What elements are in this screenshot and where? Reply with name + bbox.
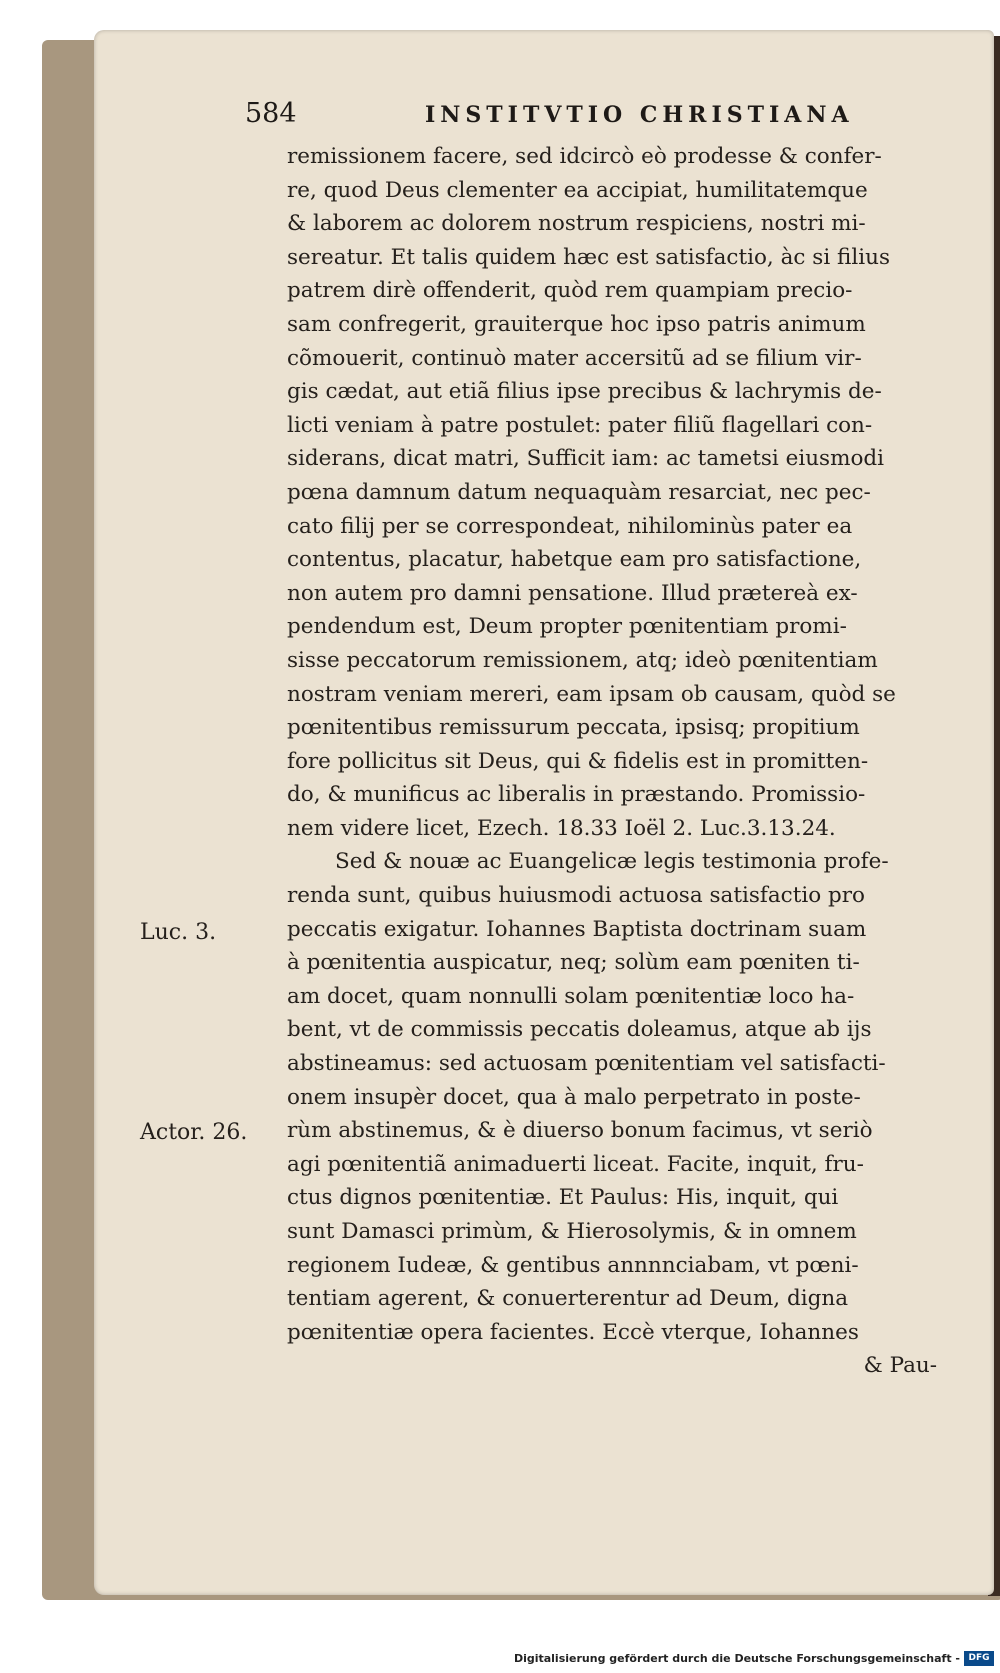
page-number: 584 (245, 98, 297, 129)
text-line: & laborem ac dolorem nostrum respiciens, nostri mi- (287, 211, 866, 237)
text-line: pœnitentibus remissurum peccata, ipsisq; propitium (287, 715, 860, 741)
text-line: peccatis exigatur. Iohannes Baptista doctrinam suam (287, 916, 867, 942)
dfg-logo: DFG (964, 1651, 994, 1666)
text-line: à pœnitentia auspicatur, neq; solùm eam pœniten ti- (287, 950, 860, 976)
text-line: rùm abstinemus, & è diuerso bonum facimus, vt seriò (287, 1118, 873, 1144)
text-line: sereatur. Et talis quidem hæc est satisfactio, àc si filius (287, 244, 891, 270)
text-line: sisse peccatorum remissionem, atq; ideò pœnitentiam (287, 647, 878, 673)
text-line: contentus, placatur, habetque eam pro satisfactione, (287, 547, 862, 573)
text-line: pœna damnum datum nequaquàm resarciat, nec pec- (287, 479, 871, 505)
text-line: do, & munificus ac liberalis in præstando. Promissio- (287, 782, 866, 808)
text-line: cõmouerit, continuò mater accersitũ ad se filium vir- (287, 345, 862, 371)
text-line: bent, vt de commissis peccatis doleamus, atque ab ijs (287, 1017, 872, 1043)
margin-note-actor: Actor. 26. (140, 1120, 248, 1145)
text-line: sunt Damasci primùm, & Hierosolymis, & in omnem (287, 1219, 857, 1244)
footer-bar (0, 1648, 1000, 1673)
footer-credit: Digitalisierung gefördert durch die Deutsche Forschungsgemeinschaft - (513, 1652, 960, 1665)
margin-note-luc: Luc. 3. (140, 920, 217, 945)
text-line: ctus dignos pœnitentiæ. Et Paulus: His, inquit, qui (287, 1185, 839, 1211)
text-line: non autem pro damni pensatione. Illud prætereà ex- (287, 580, 858, 606)
text-line: pendendum est, Deum propter pœnitentiam promi- (287, 614, 847, 640)
catchword: & Pau- (863, 1353, 937, 1379)
running-title: INSTITVTIO CHRISTIANA (425, 102, 854, 128)
text-line: regionem Iudeæ, & gentibus annnnciabam, vt pœni- (287, 1252, 859, 1278)
text-line: fore pollicitus sit Deus, qui & fidelis est in promitten- (287, 748, 869, 774)
text-line: patrem dirè offenderit, quòd rem quampiam precio- (287, 278, 853, 304)
text-line: remissionem facere, sed idcircò eò prodesse & confer- (287, 144, 882, 169)
text-line: siderans, dicat matri, Sufficit iam: ac tametsi eiusmodi (287, 446, 885, 472)
text-line: tentiam agerent, & conuerterentur ad Deum, digna (287, 1286, 849, 1312)
text-line: nem videre licet, Ezech. 18.33 Ioël 2. Luc.3.13.24. (287, 815, 836, 841)
body-text (287, 140, 947, 1383)
text-line: sam confregerit, grauiterque hoc ipso patris animum (287, 311, 866, 337)
text-line: pœnitentiæ opera facientes. Eccè vterque, Iohannes (287, 1319, 859, 1345)
text-line: licti veniam à patre postulet: pater filiũ flagellari con- (287, 412, 873, 438)
text-line: agi pœnitentiã animaduerti liceat. Facite, inquit, fru- (287, 1151, 864, 1177)
text-line: Sed & nouæ ac Euangelicæ legis testimonia profe- (335, 849, 889, 875)
text-line: gis cædat, aut etiã filius ipse precibus & lachrymis de- (287, 379, 882, 405)
text-line: am docet, quam nonnulli solam pœnitentiæ loco ha- (287, 983, 855, 1009)
text-line: abstineamus: sed actuosam pœnitentiam vel satisfacti- (287, 1051, 886, 1077)
text-line: cato filij per se correspondeat, nihilominùs pater ea (287, 513, 853, 539)
text-line: renda sunt, quibus huiusmodi actuosa satisfactio pro (287, 883, 865, 909)
text-line: onem insupèr docet, qua à malo perpetrato in poste- (287, 1084, 861, 1110)
text-line: re, quod Deus clementer ea accipiat, humilitatemque (287, 177, 868, 203)
text-line: nostram veniam mereri, eam ipsam ob causam, quòd se (287, 681, 896, 707)
running-head (245, 98, 865, 138)
